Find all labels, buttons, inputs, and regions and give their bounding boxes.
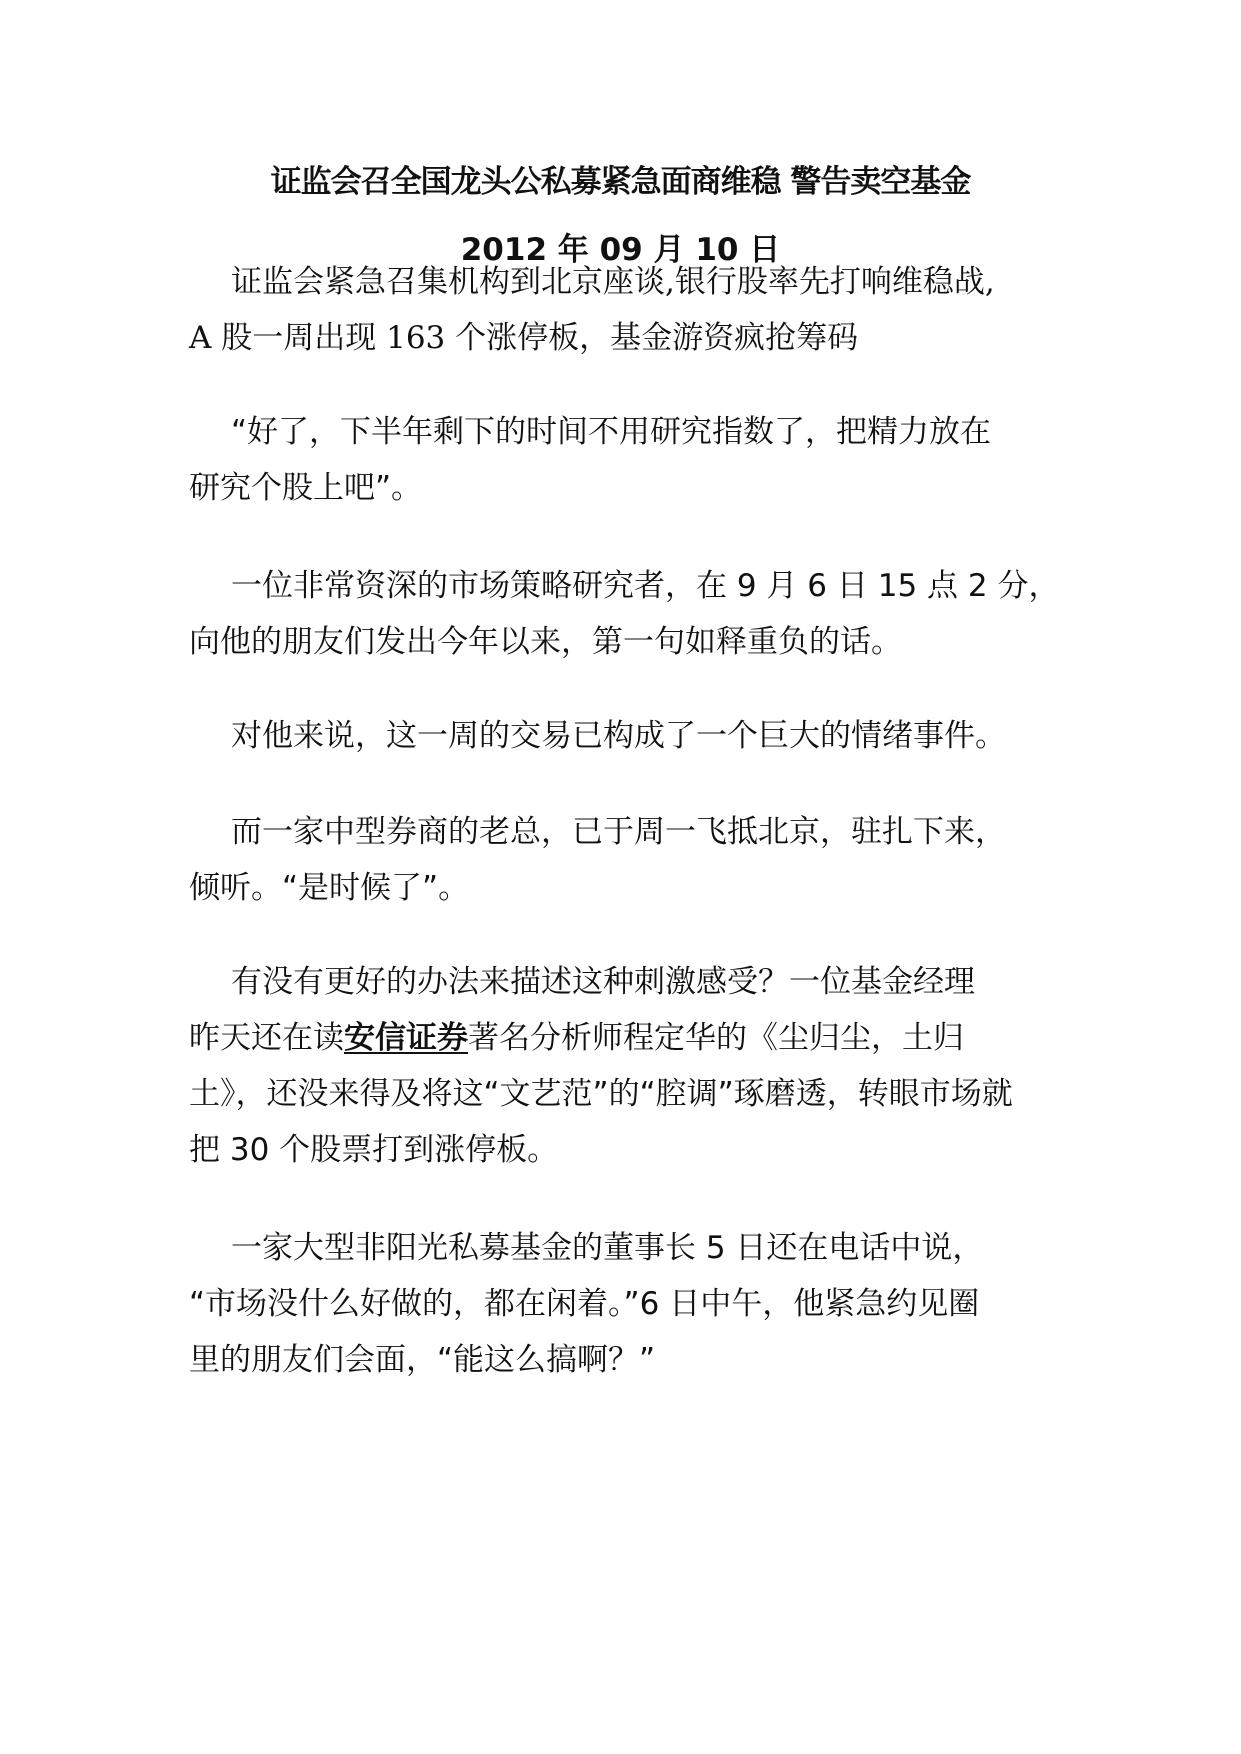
- paragraph-6-line-2: “市场没什么好做的，都在闲着。”6 日中午，他紧急约见圈: [189, 1286, 980, 1322]
- paragraph-1-line-1: “好了，下半年剩下的时间不用研究指数了，把精力放在: [231, 414, 992, 450]
- lead-line-2: A 股一周出现 163 个涨停板，基金游资疯抢筹码: [189, 320, 859, 356]
- lead-line-1: 证监会紧急召集机构到北京座谈,银行股率先打响维稳战,: [231, 264, 995, 300]
- paragraph-2-line-1: 一位非常资深的市场策略研究者，在 9 月 6 日 15 点 2 分，: [231, 568, 1060, 604]
- article-title: 证监会召全国龙头公私募紧急面商维稳 警告卖空基金: [270, 164, 971, 200]
- paragraph-6-line-1: 一家大型非阳光私募基金的董事长 5 日还在电话中说，: [231, 1230, 984, 1266]
- article-date: 2012 年 09 月 10 日: [460, 232, 781, 268]
- paragraph-5-line-2: [189, 1018, 964, 1058]
- paragraph-6-line-3: 里的朋友们会面，“能这么搞啊？”: [189, 1342, 656, 1378]
- paragraph-4-line-2: 倾听。“是时候了”。: [189, 870, 470, 906]
- anxin-securities-link[interactable]: 安信证券: [344, 1020, 468, 1056]
- paragraph-1-line-2: 研究个股上吧”。: [189, 470, 423, 506]
- paragraph-5-line-2-end: 著名分析师程定华的《尘归尘，土归: [468, 1020, 964, 1056]
- paragraph-5-line-1: 有没有更好的办法来描述这种刺激感受？一位基金经理: [231, 964, 975, 1000]
- paragraph-5-line-2-start: 昨天还在读: [189, 1020, 344, 1056]
- paragraph-4-line-1: 而一家中型券商的老总，已于周一飞抵北京，驻扎下来，: [231, 814, 1006, 850]
- paragraph-5-line-3: 土》，还没来得及将这“文艺范”的“腔调”琢磨透，转眼市场就: [189, 1076, 1013, 1112]
- paragraph-3-line-1: 对他来说，这一周的交易已构成了一个巨大的情绪事件。: [231, 718, 1006, 754]
- paragraph-2-line-2: 向他的朋友们发出今年以来，第一句如释重负的话。: [189, 624, 902, 660]
- paragraph-5-line-4: 把 30 个股票打到涨停板。: [189, 1132, 559, 1168]
